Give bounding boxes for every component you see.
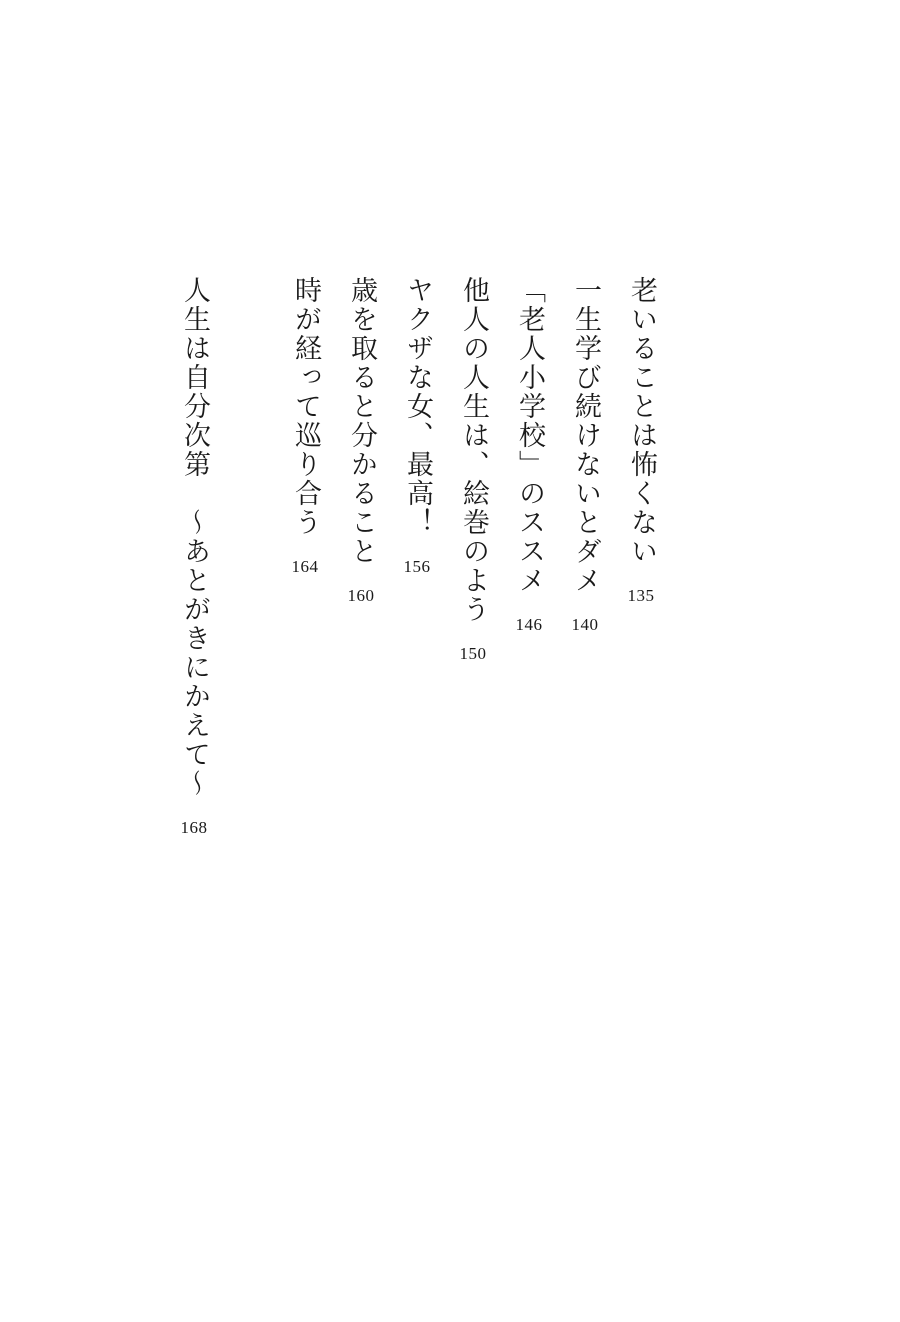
toc-entry-title: 人生は自分次第 ～あとがきにかえて～ xyxy=(179,276,210,798)
toc-entry-5[interactable] xyxy=(397,276,437,577)
toc-entry-title: ヤクザな女、最高！ xyxy=(402,276,433,537)
toc-entry-page-number: 146 xyxy=(515,615,543,634)
toc-entry-title: 「老人小学校」のススメ xyxy=(514,276,545,595)
toc-entry-4[interactable] xyxy=(453,276,493,664)
toc-entry-title: 歳を取ると分かること xyxy=(346,276,377,566)
toc-entry-3[interactable] xyxy=(509,276,549,635)
toc-entry-page-number: 160 xyxy=(347,586,375,605)
toc-entry-6[interactable] xyxy=(341,276,381,606)
toc-entry-title: 一生学び続けないとダメ xyxy=(570,276,601,595)
toc-entry-7[interactable] xyxy=(285,276,325,577)
toc-entry-title: 老いることは怖くない xyxy=(626,276,657,566)
toc-entry-2[interactable] xyxy=(565,276,605,635)
toc-entry-1[interactable] xyxy=(621,276,661,606)
toc-entry-page-number: 140 xyxy=(571,615,599,634)
toc-entry-page-number: 135 xyxy=(627,586,655,605)
toc-entry-8[interactable] xyxy=(174,276,214,838)
toc-entry-page-number: 164 xyxy=(291,557,319,576)
toc-entry-page-number: 150 xyxy=(459,644,487,663)
toc-entry-page-number: 156 xyxy=(403,557,431,576)
toc-entry-title: 他人の人生は、絵巻のよう xyxy=(458,276,489,624)
toc-entry-page-number: 168 xyxy=(180,818,208,837)
toc-entry-title: 時が経って巡り合う xyxy=(290,276,321,537)
